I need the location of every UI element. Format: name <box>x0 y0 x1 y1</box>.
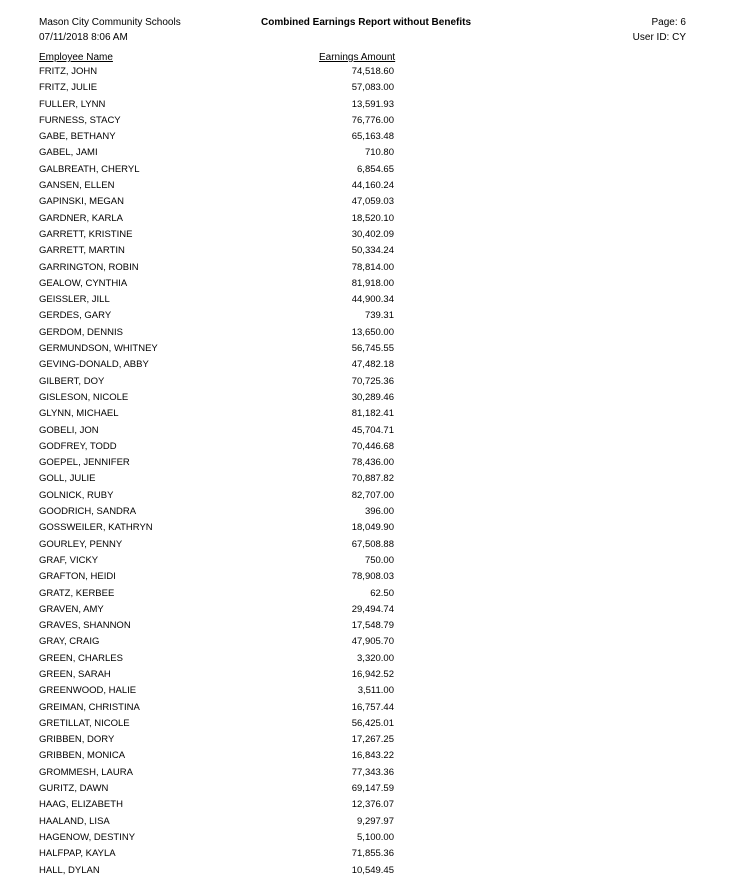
employee-name: GOSSWEILER, KATHRYN <box>39 522 153 534</box>
earnings-amount: 12,376.07 <box>351 799 394 811</box>
table-row <box>0 618 732 634</box>
employee-name: GRAF, VICKY <box>39 554 99 566</box>
employee-name: GEISSLER, JILL <box>39 294 110 306</box>
earnings-amount: 47,905.70 <box>351 636 394 648</box>
table-row <box>0 243 732 259</box>
earnings-amount: 78,908.03 <box>351 571 394 583</box>
report-timestamp: 07/11/2018 8:06 AM <box>39 32 128 43</box>
table-row <box>0 145 732 161</box>
employee-name: FRITZ, JULIE <box>39 82 98 94</box>
earnings-amount: 16,942.52 <box>351 668 394 680</box>
table-row <box>0 716 732 732</box>
table-row <box>0 488 732 504</box>
table-row <box>0 471 732 487</box>
table-row <box>0 80 732 96</box>
employee-name: GOODRICH, SANDRA <box>39 506 137 518</box>
employee-name: HALL, DYLAN <box>39 864 100 876</box>
employee-name: GRIBBEN, DORY <box>39 734 115 746</box>
earnings-amount: 47,482.18 <box>351 359 394 371</box>
earnings-amount: 65,163.48 <box>351 131 394 143</box>
table-row <box>0 553 732 569</box>
employee-name: FULLER, LYNN <box>39 98 106 110</box>
page-number: Page: 6 <box>651 17 686 28</box>
employee-name: GALBREATH, CHERYL <box>39 163 140 175</box>
employee-name: GERDES, GARY <box>39 310 112 322</box>
employee-name: GRAVEN, AMY <box>39 603 104 615</box>
employee-name: GISLESON, NICOLE <box>39 391 129 403</box>
table-row <box>0 586 732 602</box>
earnings-amount: 16,843.22 <box>351 750 394 762</box>
employee-name: GARRETT, MARTIN <box>39 245 125 257</box>
table-row <box>0 423 732 439</box>
table-row <box>0 651 732 667</box>
column-header-earnings-amount: Earnings Amount <box>319 52 396 63</box>
employee-name: GARRETT, KRISTINE <box>39 228 133 240</box>
earnings-amount: 81,918.00 <box>351 277 394 289</box>
employee-name: HAAG, ELIZABETH <box>39 799 123 811</box>
employee-name: HAALAND, LISA <box>39 815 110 827</box>
table-row <box>0 455 732 471</box>
employee-name: GURITZ, DAWN <box>39 783 109 795</box>
table-row <box>0 97 732 113</box>
column-header-employee-name: Employee Name <box>39 52 113 63</box>
table-row <box>0 439 732 455</box>
earnings-amount: 396.00 <box>364 506 394 518</box>
earnings-amount: 5,100.00 <box>357 831 394 843</box>
employee-name: GILBERT, DOY <box>39 375 105 387</box>
earnings-amount: 739.31 <box>364 310 394 322</box>
table-row <box>0 406 732 422</box>
earnings-amount: 13,650.00 <box>351 326 394 338</box>
earnings-amount: 13,591.93 <box>351 98 394 110</box>
employee-name: GREEN, CHARLES <box>39 652 123 664</box>
employee-name: GARRINGTON, ROBIN <box>39 261 139 273</box>
earnings-amount: 30,289.46 <box>351 391 394 403</box>
employee-name: GEVING-DONALD, ABBY <box>39 359 149 371</box>
table-row <box>0 341 732 357</box>
earnings-amount: 69,147.59 <box>351 783 394 795</box>
earnings-amount: 74,518.60 <box>351 66 394 77</box>
employee-name: GEALOW, CYNTHIA <box>39 277 128 289</box>
earnings-amount: 3,511.00 <box>357 685 394 697</box>
table-row <box>0 64 732 80</box>
employee-name: GRIBBEN, MONICA <box>39 750 126 762</box>
employee-name: GOLL, JULIE <box>39 473 96 485</box>
earnings-amount: 17,548.79 <box>351 620 394 632</box>
table-row <box>0 276 732 292</box>
employee-name: GROMMESH, LAURA <box>39 766 133 778</box>
organization-name: Mason City Community Schools <box>39 17 181 28</box>
employee-name: GRAY, CRAIG <box>39 636 100 648</box>
employee-name: GOEPEL, JENNIFER <box>39 457 130 469</box>
table-row <box>0 260 732 276</box>
table-row <box>0 846 732 862</box>
table-row <box>0 732 732 748</box>
earnings-amount: 18,520.10 <box>351 212 394 224</box>
table-row <box>0 390 732 406</box>
earnings-amount: 62.50 <box>370 587 394 599</box>
employee-name: GREEN, SARAH <box>39 668 111 680</box>
employee-name: GREIMAN, CHRISTINA <box>39 701 140 713</box>
earnings-amount: 81,182.41 <box>351 408 394 420</box>
earnings-amount: 71,855.36 <box>351 848 394 860</box>
employee-name: GREENWOOD, HALIE <box>39 685 137 697</box>
employee-name: FURNESS, STACY <box>39 114 121 126</box>
earnings-amount: 56,425.01 <box>351 717 394 729</box>
employee-name: GERMUNDSON, WHITNEY <box>39 343 158 355</box>
earnings-amount: 9,297.97 <box>357 815 394 827</box>
earnings-amount: 17,267.25 <box>351 734 394 746</box>
earnings-amount: 67,508.88 <box>351 538 394 550</box>
earnings-amount: 82,707.00 <box>351 489 394 501</box>
table-row <box>0 569 732 585</box>
earnings-amount: 45,704.71 <box>351 424 394 436</box>
employee-name: GRAFTON, HEIDI <box>39 571 116 583</box>
employee-name: GOBELI, JON <box>39 424 99 436</box>
employee-name: GERDOM, DENNIS <box>39 326 123 338</box>
earnings-amount: 70,446.68 <box>351 440 394 452</box>
table-row <box>0 863 732 879</box>
earnings-amount: 56,745.55 <box>351 343 394 355</box>
earnings-amount: 44,160.24 <box>351 180 394 192</box>
employee-name: GOLNICK, RUBY <box>39 489 114 501</box>
table-row <box>0 504 732 520</box>
employee-name: GABE, BETHANY <box>39 131 116 143</box>
earnings-amount: 3,320.00 <box>357 652 394 664</box>
earnings-amount: 29,494.74 <box>351 603 394 615</box>
table-row <box>0 227 732 243</box>
employee-name: GABEL, JAMI <box>39 147 98 159</box>
employee-name: GANSEN, ELLEN <box>39 180 115 192</box>
user-id: User ID: CY <box>632 32 686 43</box>
table-row <box>0 162 732 178</box>
table-row <box>0 830 732 846</box>
employee-name: GLYNN, MICHAEL <box>39 408 119 420</box>
earnings-amount: 78,814.00 <box>351 261 394 273</box>
earnings-table <box>0 64 732 879</box>
table-row <box>0 765 732 781</box>
table-row <box>0 781 732 797</box>
earnings-amount: 47,059.03 <box>351 196 394 208</box>
employee-name: GODFREY, TODD <box>39 440 117 452</box>
table-row <box>0 602 732 618</box>
table-row <box>0 325 732 341</box>
table-row <box>0 178 732 194</box>
earnings-amount: 30,402.09 <box>351 228 394 240</box>
table-row <box>0 129 732 145</box>
earnings-amount: 10,549.45 <box>351 864 394 876</box>
table-row <box>0 700 732 716</box>
table-row <box>0 797 732 813</box>
employee-name: GRATZ, KERBEE <box>39 587 115 599</box>
earnings-amount: 57,083.00 <box>351 82 394 94</box>
table-row <box>0 634 732 650</box>
table-row <box>0 520 732 536</box>
earnings-amount: 70,725.36 <box>351 375 394 387</box>
table-row <box>0 537 732 553</box>
employee-name: GOURLEY, PENNY <box>39 538 123 550</box>
earnings-amount: 76,776.00 <box>351 114 394 126</box>
table-row <box>0 374 732 390</box>
table-row <box>0 113 732 129</box>
table-row <box>0 748 732 764</box>
earnings-amount: 77,343.36 <box>351 766 394 778</box>
employee-name: GRAVES, SHANNON <box>39 620 131 632</box>
earnings-amount: 18,049.90 <box>351 522 394 534</box>
earnings-amount: 50,334.24 <box>351 245 394 257</box>
table-row <box>0 814 732 830</box>
employee-name: HALFPAP, KAYLA <box>39 848 116 860</box>
earnings-amount: 750.00 <box>364 554 394 566</box>
earnings-amount: 70,887.82 <box>351 473 394 485</box>
table-row <box>0 292 732 308</box>
earnings-amount: 44,900.34 <box>351 294 394 306</box>
table-row <box>0 211 732 227</box>
table-row <box>0 683 732 699</box>
table-row <box>0 667 732 683</box>
earnings-amount: 710.80 <box>364 147 394 159</box>
report-title: Combined Earnings Report without Benefits <box>261 17 472 28</box>
table-row <box>0 194 732 210</box>
employee-name: GAPINSKI, MEGAN <box>39 196 124 208</box>
table-row <box>0 308 732 324</box>
employee-name: HAGENOW, DESTINY <box>39 831 136 843</box>
employee-name: GRETILLAT, NICOLE <box>39 717 130 729</box>
employee-name: GARDNER, KARLA <box>39 212 123 224</box>
earnings-amount: 78,436.00 <box>351 457 394 469</box>
earnings-amount: 16,757.44 <box>351 701 394 713</box>
employee-name: FRITZ, JOHN <box>39 66 98 77</box>
earnings-amount: 6,854.65 <box>357 163 394 175</box>
table-row <box>0 357 732 373</box>
